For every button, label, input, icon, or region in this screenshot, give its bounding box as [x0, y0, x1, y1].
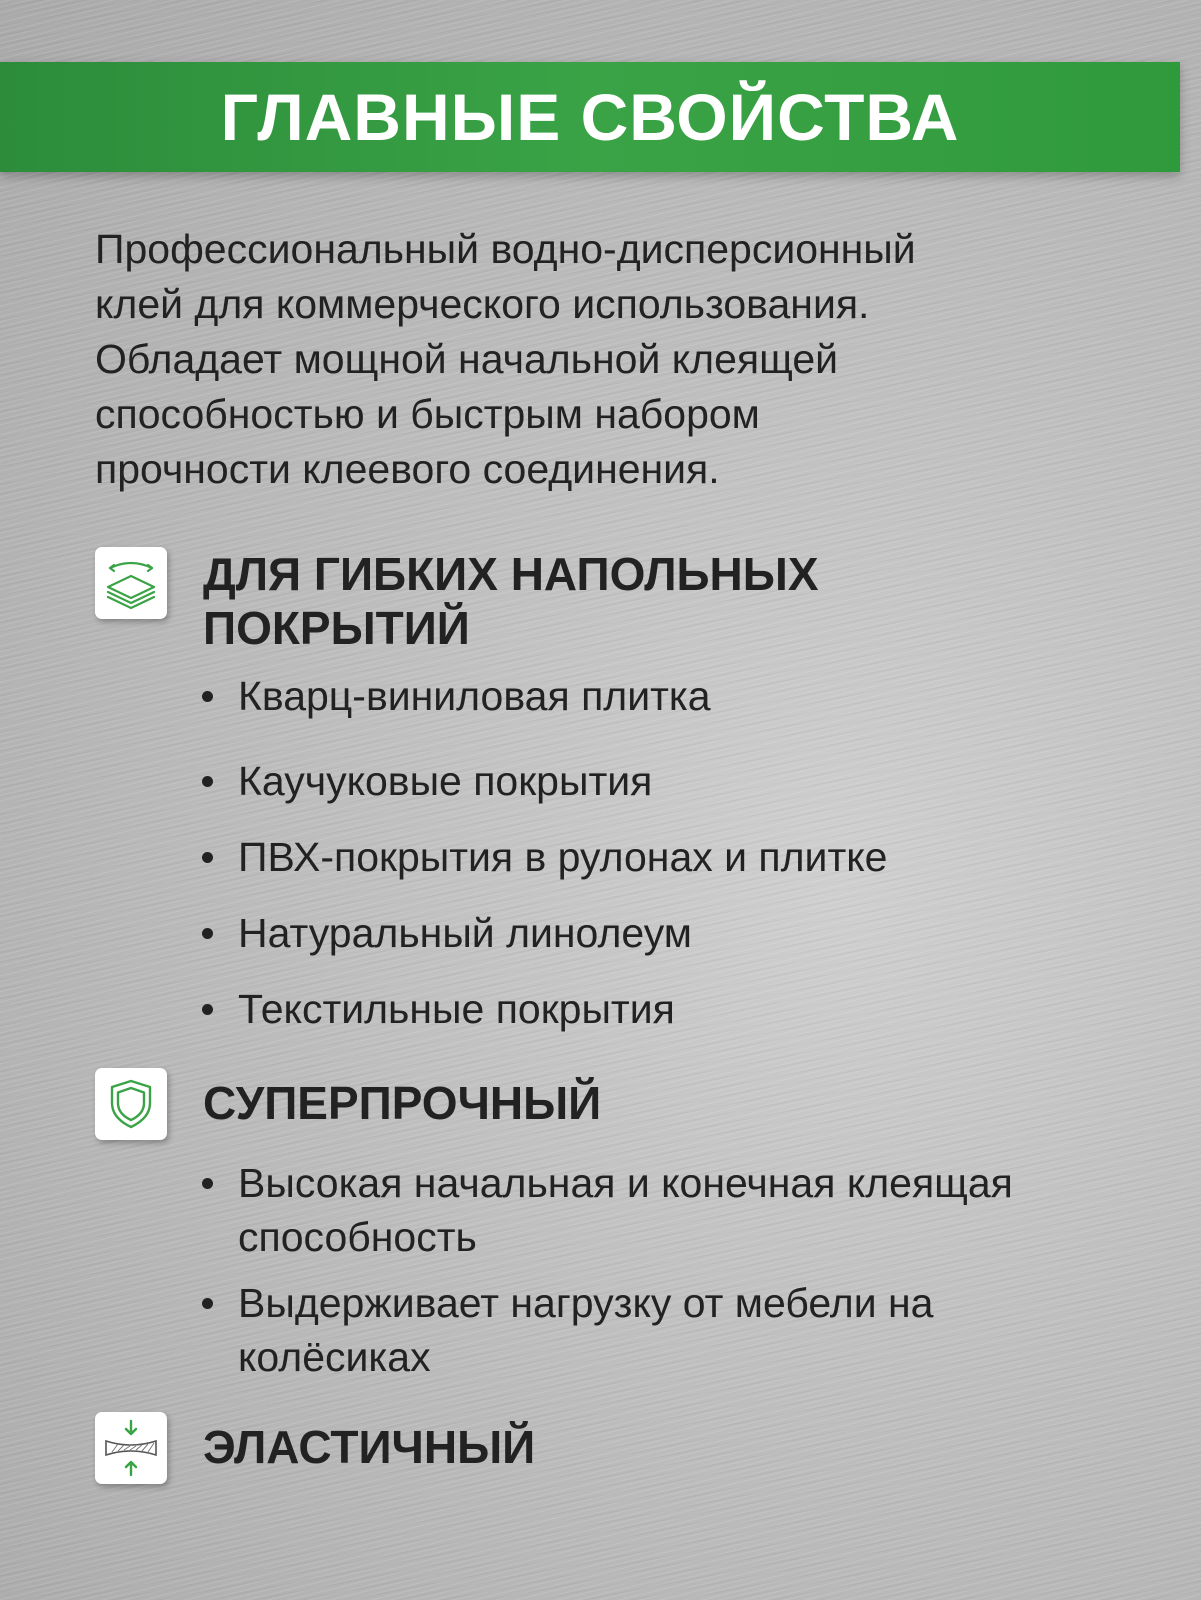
intro-line: Профессиональный водно-дисперсионный — [95, 226, 916, 272]
section-title-line: ПОКРЫТИЙ — [203, 602, 470, 654]
intro-line: клей для коммерческого использования. — [95, 281, 870, 327]
intro-line: прочности клеевого соединения. — [95, 446, 720, 492]
section-elastic — [95, 1412, 535, 1484]
header-banner — [0, 62, 1180, 172]
strength-list — [200, 1156, 1130, 1396]
list-item: Каучуковые покрытия — [200, 757, 887, 833]
intro-paragraph — [95, 222, 1115, 497]
compression-arrows-icon — [95, 1412, 167, 1484]
section-title: СУПЕРПРОЧНЫЙ — [203, 1077, 602, 1129]
shield-icon — [95, 1068, 167, 1140]
list-item: Текстильные покрытия — [200, 985, 887, 1061]
list-item: ПВХ-покрытия в рулонах и плитке — [200, 833, 887, 909]
intro-line: способностью и быстрым набором — [95, 391, 760, 437]
list-item: Кварц-виниловая плитка — [200, 672, 887, 757]
section-title: ЭЛАСТИЧНЫЙ — [203, 1421, 536, 1473]
flooring-types-list — [200, 672, 887, 1061]
list-item: Высокая начальная и конечная клеящая способность — [200, 1156, 1130, 1264]
section-flexible-floors — [95, 547, 819, 655]
section-superstrong — [95, 1068, 601, 1140]
section-title-line: ДЛЯ ГИБКИХ НАПОЛЬНЫХ — [203, 548, 819, 600]
intro-line: Обладает мощной начальной клеящей — [95, 336, 839, 382]
section-title — [203, 547, 819, 655]
flexible-layers-icon — [95, 547, 167, 619]
list-item: Выдерживает нагрузку от мебели на колёсиках — [200, 1276, 1130, 1384]
page-title: ГЛАВНЫЕ СВОЙСТВА — [220, 80, 960, 154]
list-item: Натуральный линолеум — [200, 909, 887, 985]
